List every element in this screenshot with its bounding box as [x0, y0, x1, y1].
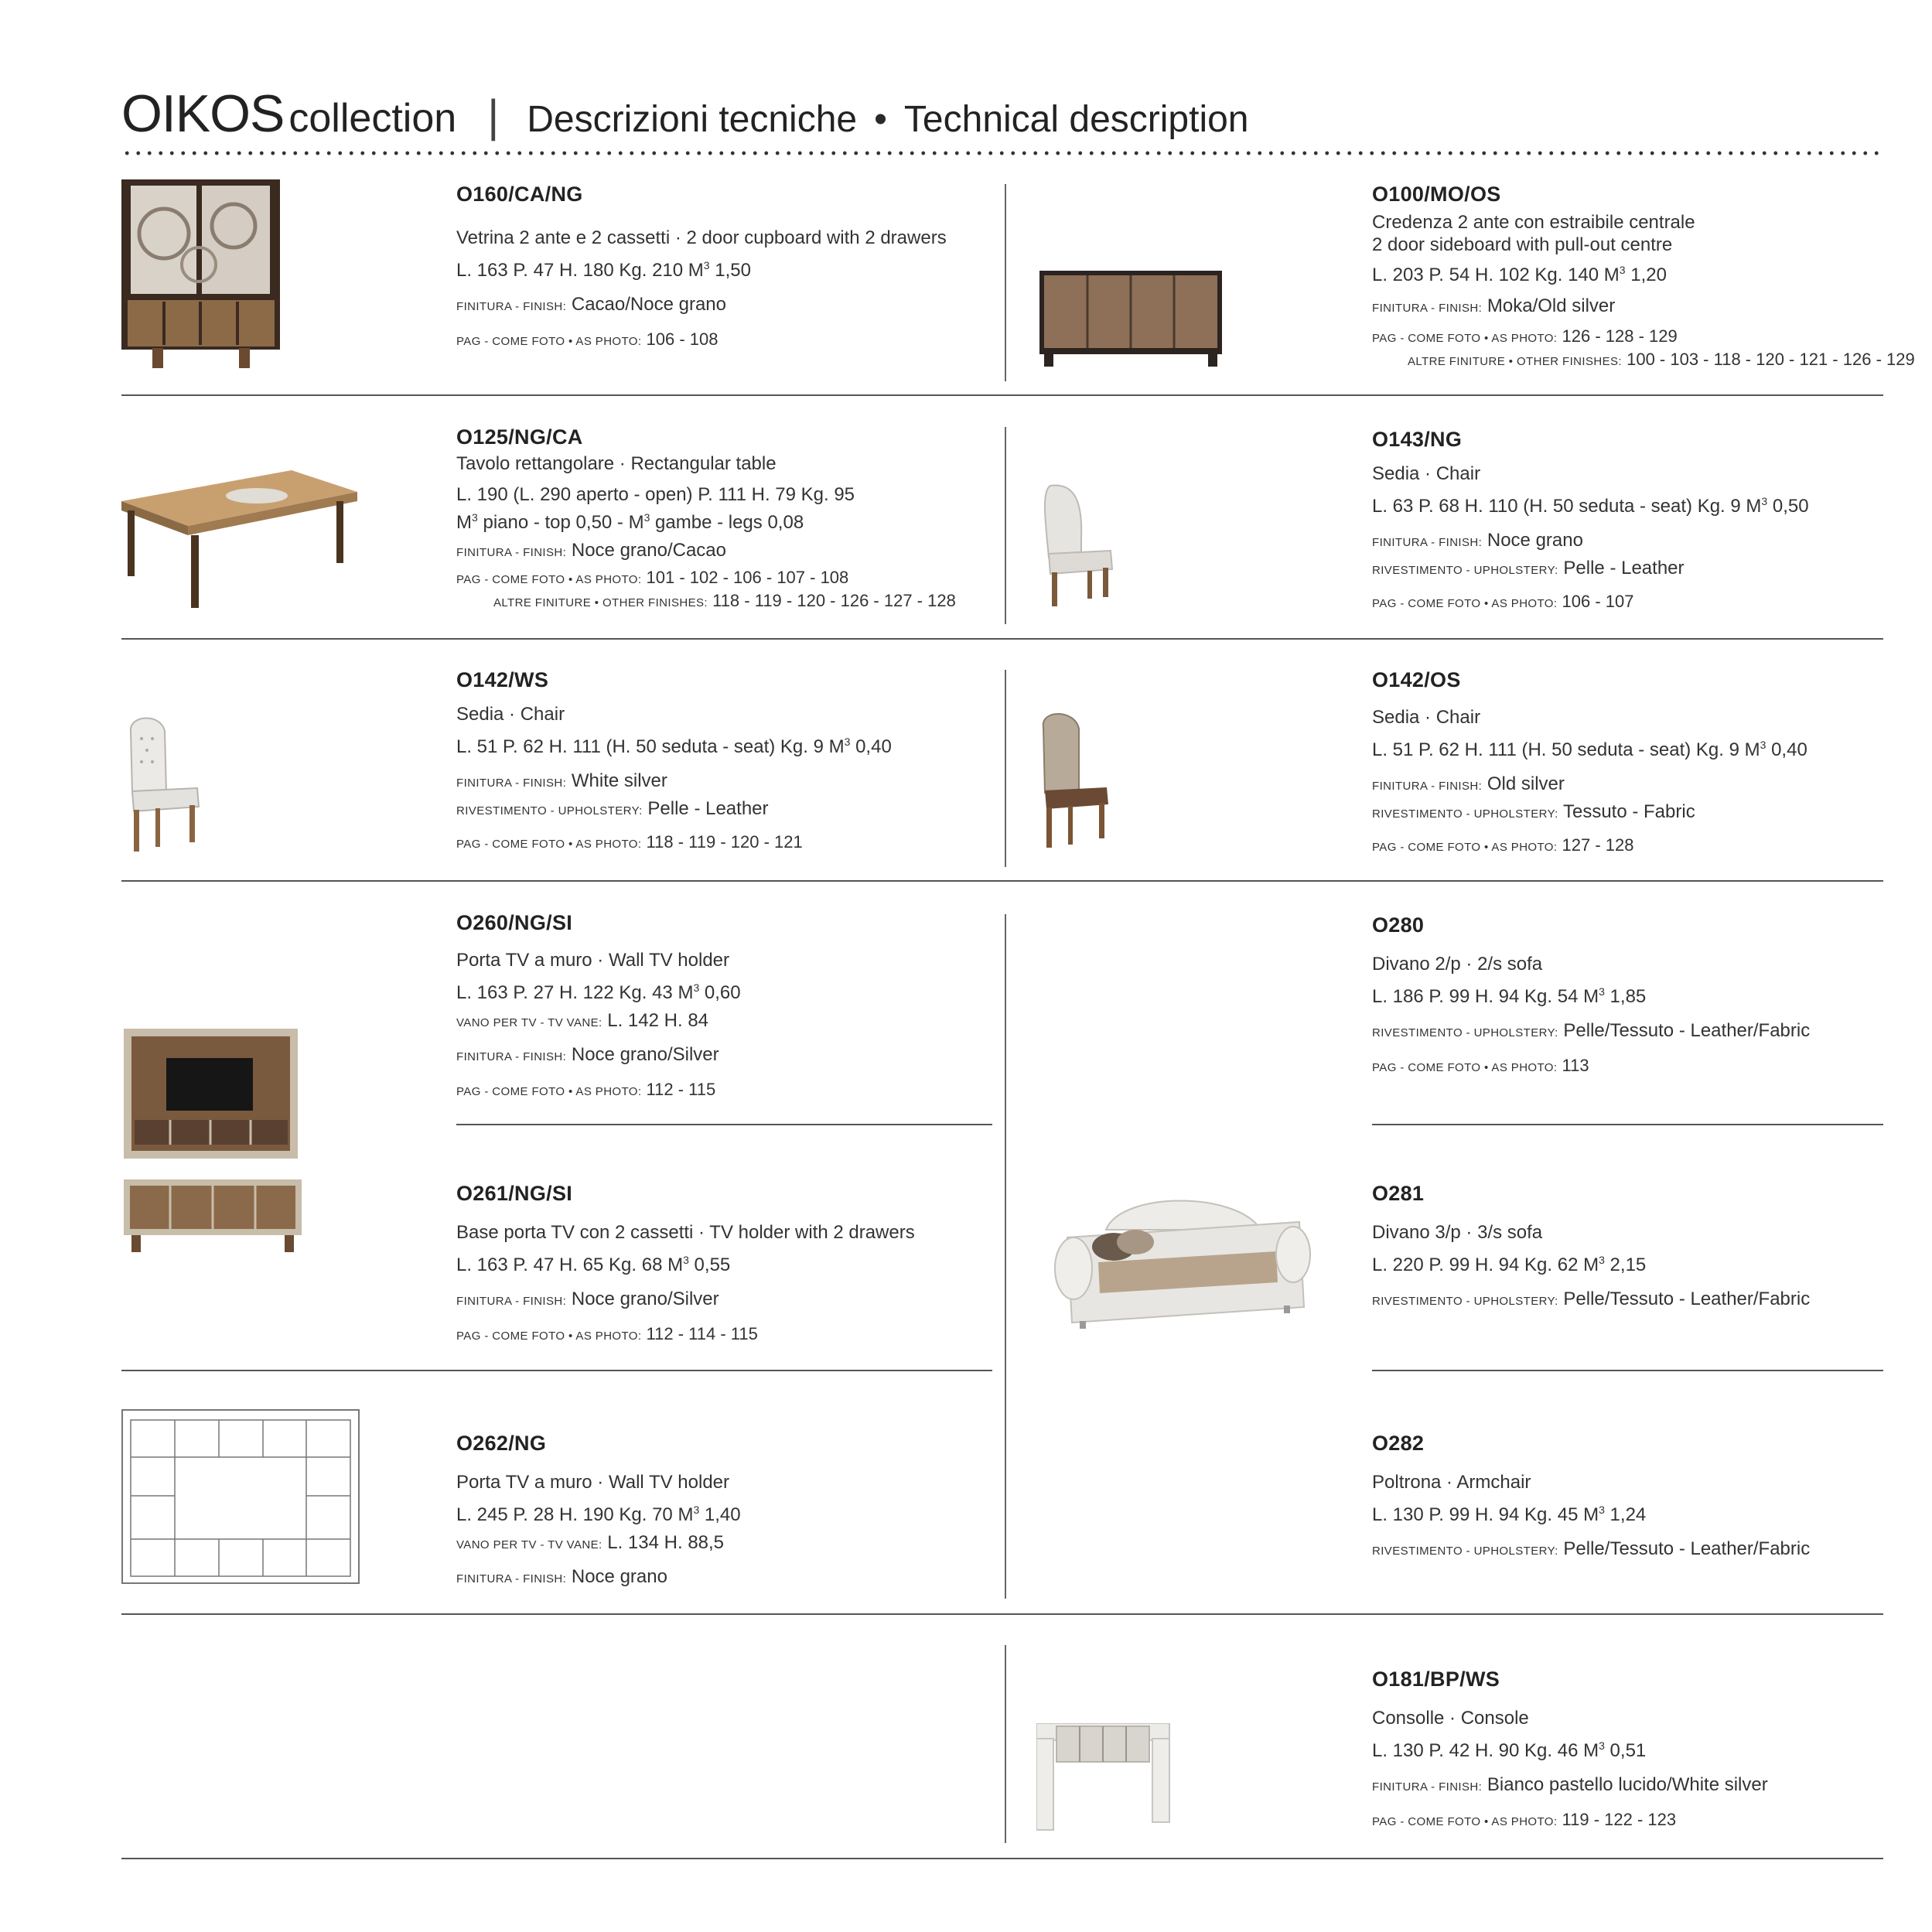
product-code: O261/NG/SI [456, 1182, 573, 1205]
product-dimensions [456, 738, 892, 756]
volume-value: 1,50 [709, 260, 751, 281]
product-code: O181/BP/WS [1372, 1667, 1500, 1691]
pages-value: 113 [1562, 1056, 1589, 1075]
product-dimensions: L. 190 (L. 290 aperto - open) P. 111 H. 79 Kg. 95 [456, 484, 855, 505]
product-finish [1372, 775, 1565, 794]
pages-label: PAG - COME FOTO • AS PHOTO: [1372, 332, 1558, 345]
console-image [1036, 1723, 1172, 1831]
product-description: Consolle · Console [1372, 1708, 1529, 1729]
product-other-finishes [1408, 351, 1915, 368]
title-bullet: • [874, 99, 887, 140]
pages-value: 112 - 114 - 115 [646, 1324, 758, 1343]
row-divider [121, 394, 1883, 396]
sideboard-image [1038, 271, 1224, 367]
cube-mark: 3 [472, 511, 478, 524]
product-description: Porta TV a muro · Wall TV holder [456, 950, 730, 971]
finish-label: FINITURA - FINISH: [456, 777, 567, 790]
finish-label: FINITURA - FINISH: [1372, 302, 1483, 315]
dotted-divider [121, 150, 1883, 156]
volume-top: piano - top 0,50 - M [477, 512, 644, 533]
pages-label: PAG - COME FOTO • AS PHOTO: [1372, 1061, 1558, 1074]
finish-value: Noce grano [1487, 530, 1583, 551]
volume-legs: gambe - legs 0,08 [650, 512, 804, 533]
product-code: O143/NG [1372, 428, 1463, 451]
finish-value: Noce grano/Silver [571, 1289, 719, 1309]
cube-mark: 3 [1599, 1254, 1605, 1266]
row-divider [121, 1370, 992, 1371]
product-description-en: 2 door sideboard with pull-out centre [1372, 234, 1673, 255]
upholstery-label: RIVESTIMENTO - UPHOLSTERY: [1372, 564, 1558, 577]
volume-value: 0,50 [1767, 496, 1809, 517]
product-upholstery [1372, 559, 1685, 578]
finish-label: FINITURA - FINISH: [456, 546, 567, 559]
finish-label: FINITURA - FINISH: [456, 1050, 567, 1063]
product-upholstery [456, 800, 769, 818]
product-finish [1372, 297, 1615, 316]
cube-mark: 3 [693, 1504, 700, 1516]
column-divider [1005, 184, 1006, 381]
product-description: Sedia · Chair [1372, 707, 1481, 728]
upholstery-label: RIVESTIMENTO - UPHOLSTERY: [1372, 1545, 1558, 1558]
product-code: O125/NG/CA [456, 425, 583, 449]
finish-value: Noce grano/Cacao [571, 540, 726, 561]
product-finish [456, 772, 667, 790]
product-dimensions [456, 261, 751, 280]
chair-white-image [1035, 484, 1120, 608]
other-finishes-value: 118 - 119 - 120 - 126 - 127 - 128 [712, 591, 956, 610]
page-header [121, 84, 1249, 144]
upholstery-label: RIVESTIMENTO - UPHOLSTERY: [1372, 807, 1558, 821]
pages-value: 106 - 107 [1562, 592, 1634, 611]
product-description: Divano 2/p · 2/s sofa [1372, 954, 1543, 975]
row-divider [121, 1613, 1883, 1615]
other-finishes-label: ALTRE FINITURE • OTHER FINISHES: [493, 596, 708, 609]
upholstery-value: Pelle/Tessuto - Leather/Fabric [1563, 1020, 1811, 1041]
volume-value: 0,40 [850, 736, 892, 757]
product-pages [456, 331, 719, 348]
row-divider [121, 1858, 1883, 1859]
finish-value: Cacao/Noce grano [571, 294, 726, 315]
row-divider [456, 1124, 992, 1125]
product-finish [456, 1568, 667, 1586]
product-code: O260/NG/SI [456, 911, 573, 934]
tv-niche-label: VANO PER TV - TV VANE: [456, 1538, 602, 1551]
finish-value: Moka/Old silver [1487, 295, 1616, 316]
upholstery-value: Pelle/Tessuto - Leather/Fabric [1563, 1538, 1811, 1559]
volume-value: 1,85 [1604, 986, 1647, 1007]
sofa-image [1052, 1191, 1315, 1330]
product-pages [1372, 837, 1634, 854]
product-pages [456, 834, 803, 851]
finish-label: FINITURA - FINISH: [1372, 536, 1483, 549]
cube-mark: 3 [1619, 264, 1626, 276]
product-dimensions [1372, 1506, 1646, 1524]
table-image [121, 470, 357, 609]
cube-mark: 3 [683, 1254, 689, 1266]
pages-label: PAG - COME FOTO • AS PHOTO: [1372, 1815, 1558, 1828]
row-divider [121, 638, 1883, 640]
wall-tv-holder-image [124, 1029, 298, 1160]
product-finish [1372, 531, 1583, 550]
dims-text: L. 186 P. 99 H. 94 Kg. 54 M [1372, 986, 1599, 1007]
dims-text: L. 63 P. 68 H. 110 (H. 50 seduta - seat) Kg. 9 M [1372, 496, 1762, 517]
product-other-finishes [493, 592, 956, 609]
product-pages [456, 1326, 758, 1343]
column-divider [1005, 914, 1006, 1599]
product-finish [1372, 1776, 1768, 1794]
finish-value: Old silver [1487, 773, 1565, 794]
title-italian: Descrizioni tecniche [527, 99, 858, 140]
pages-value: 101 - 102 - 106 - 107 - 108 [646, 568, 849, 587]
product-finish [456, 295, 726, 314]
product-dimensions [1372, 266, 1667, 285]
header-separator: | [487, 91, 500, 142]
dims-text: L. 130 P. 99 H. 94 Kg. 45 M [1372, 1504, 1599, 1525]
product-pages [1372, 1057, 1589, 1074]
other-finishes-value: 100 - 103 - 118 - 120 - 121 - 126 - 129 [1626, 350, 1915, 369]
dims-text: L. 130 P. 42 H. 90 Kg. 46 M [1372, 1740, 1599, 1761]
product-description: Sedia · Chair [1372, 463, 1481, 484]
product-code: O160/CA/NG [456, 183, 583, 206]
product-upholstery [1372, 803, 1695, 821]
brand-suffix: collection [288, 96, 457, 141]
product-dimensions [1372, 985, 1647, 1007]
pages-label: PAG - COME FOTO • AS PHOTO: [456, 838, 642, 851]
product-code: O100/MO/OS [1372, 183, 1501, 206]
volume-value: 1,20 [1625, 265, 1667, 285]
pages-label: PAG - COME FOTO • AS PHOTO: [456, 573, 642, 586]
pages-value: 127 - 128 [1562, 835, 1634, 855]
dims-text: L. 220 P. 99 H. 94 Kg. 62 M [1372, 1254, 1599, 1275]
pages-value: 119 - 122 - 123 [1562, 1810, 1677, 1829]
pages-value: 118 - 119 - 120 - 121 [646, 832, 803, 852]
product-finish [456, 1290, 719, 1309]
product-dimensions [1372, 1739, 1647, 1761]
cube-mark: 3 [703, 259, 710, 271]
product-code: O142/OS [1372, 668, 1461, 691]
tv-niche-value: L. 134 H. 88,5 [607, 1532, 725, 1553]
product-code: O262/NG [456, 1432, 547, 1455]
wall-unit-drawing [121, 1409, 360, 1584]
pages-label: PAG - COME FOTO • AS PHOTO: [456, 335, 642, 348]
finish-value: Noce grano/Silver [571, 1044, 719, 1065]
product-dimensions [1372, 1256, 1646, 1275]
product-dimensions [456, 981, 741, 1003]
product-dimensions [456, 1256, 730, 1275]
pages-value: 126 - 128 - 129 [1562, 326, 1678, 346]
volume-value: 0,40 [1766, 739, 1807, 760]
upholstery-label: RIVESTIMENTO - UPHOLSTERY: [456, 804, 643, 818]
cube-mark: 3 [1599, 1739, 1605, 1752]
dims-text: L. 51 P. 62 H. 111 (H. 50 seduta - seat) Kg. 9 M [1372, 739, 1760, 760]
row-divider [1372, 1370, 1883, 1371]
pages-label: PAG - COME FOTO • AS PHOTO: [456, 1330, 642, 1343]
upholstery-label: RIVESTIMENTO - UPHOLSTERY: [1372, 1295, 1558, 1308]
product-description-it: Credenza 2 ante con estraibile centrale [1372, 212, 1695, 233]
finish-label: FINITURA - FINISH: [456, 300, 567, 313]
product-finish [456, 1046, 719, 1064]
dims-text: L. 245 P. 28 H. 190 Kg. 70 M [456, 1504, 694, 1525]
volume-value: 0,55 [688, 1254, 731, 1275]
product-code: O281 [1372, 1182, 1425, 1205]
product-upholstery [1372, 1540, 1810, 1558]
row-divider [1372, 1124, 1883, 1125]
volume-value: 2,15 [1604, 1254, 1647, 1275]
upholstery-label: RIVESTIMENTO - UPHOLSTERY: [1372, 1026, 1558, 1039]
upholstery-value: Tessuto - Fabric [1562, 801, 1695, 822]
product-dimensions [456, 1506, 741, 1524]
pages-value: 106 - 108 [646, 329, 719, 349]
column-divider [1005, 427, 1006, 624]
dims-text: L. 51 P. 62 H. 111 (H. 50 seduta - seat) Kg. 9 M [456, 736, 845, 757]
upholstery-value: Pelle - Leather [647, 798, 769, 819]
product-description: Tavolo rettangolare · Rectangular table [456, 453, 777, 474]
tv-niche-label: VANO PER TV - TV VANE: [456, 1016, 602, 1029]
tv-niche-value: L. 142 H. 84 [607, 1010, 709, 1031]
product-tv-niche [456, 1534, 724, 1552]
product-pages [456, 1081, 715, 1098]
dims-text: L. 163 P. 47 H. 180 Kg. 210 M [456, 260, 704, 281]
cube-mark: 3 [693, 981, 700, 994]
cube-mark: 3 [844, 736, 851, 748]
volume-value: 1,24 [1604, 1504, 1647, 1525]
product-description: Divano 3/p · 3/s sofa [1372, 1222, 1543, 1243]
row-divider [121, 880, 1883, 882]
cube-mark: 3 [643, 511, 650, 524]
cube-mark: 3 [1761, 495, 1768, 507]
product-dimensions [1372, 741, 1807, 759]
finish-value: Bianco pastello lucido/White silver [1487, 1774, 1768, 1795]
product-pages [1372, 1811, 1676, 1828]
product-description: Poltrona · Armchair [1372, 1472, 1531, 1493]
cube-mark: 3 [1760, 739, 1766, 751]
product-code: O280 [1372, 913, 1425, 937]
product-tv-niche [456, 1012, 708, 1030]
column-divider [1005, 670, 1006, 867]
volume-m: M [456, 512, 472, 533]
column-divider [1005, 1645, 1006, 1843]
finish-label: FINITURA - FINISH: [1372, 780, 1483, 793]
product-upholstery [1372, 1290, 1810, 1309]
dims-text: L. 163 P. 47 H. 65 Kg. 68 M [456, 1254, 684, 1275]
volume-value: 1,40 [699, 1504, 741, 1525]
product-volume [456, 511, 804, 533]
volume-value: 0,60 [699, 982, 741, 1003]
cube-mark: 3 [1599, 1504, 1605, 1516]
product-description: Porta TV a muro · Wall TV holder [456, 1472, 730, 1493]
pages-label: PAG - COME FOTO • AS PHOTO: [1372, 597, 1558, 610]
pages-label: PAG - COME FOTO • AS PHOTO: [456, 1085, 642, 1098]
pages-value: 112 - 115 [646, 1080, 716, 1099]
tv-base-image [124, 1179, 302, 1253]
product-code: O142/WS [456, 668, 549, 691]
cube-mark: 3 [1599, 985, 1605, 998]
other-finishes-label: ALTRE FINITURE • OTHER FINISHES: [1408, 355, 1622, 368]
finish-label: FINITURA - FINISH: [1372, 1780, 1483, 1794]
brand-name: OIKOS [121, 84, 285, 143]
product-finish [456, 541, 726, 560]
finish-label: FINITURA - FINISH: [456, 1572, 567, 1586]
upholstery-value: Pelle - Leather [1563, 558, 1685, 579]
product-dimensions [1372, 497, 1809, 516]
finish-value: White silver [571, 770, 667, 791]
finish-value: Noce grano [571, 1566, 667, 1587]
product-upholstery [1372, 1022, 1810, 1040]
product-code: O282 [1372, 1432, 1425, 1455]
product-description: Vetrina 2 ante e 2 cassetti · 2 door cupboard with 2 drawers [456, 227, 947, 248]
finish-label: FINITURA - FINISH: [456, 1295, 567, 1308]
product-pages [1372, 328, 1678, 345]
vetrina-image [121, 179, 280, 369]
product-pages [456, 569, 848, 586]
product-description: Base porta TV con 2 cassetti · TV holder with 2 drawers [456, 1222, 915, 1243]
title-english: Technical description [903, 99, 1249, 140]
chair-tufted-image [121, 715, 207, 855]
product-description: Sedia · Chair [456, 704, 565, 725]
dims-text: L. 203 P. 54 H. 102 Kg. 140 M [1372, 265, 1620, 285]
product-pages [1372, 593, 1634, 610]
upholstery-value: Pelle/Tessuto - Leather/Fabric [1563, 1289, 1811, 1309]
chair-fabric-image [1033, 712, 1118, 851]
pages-label: PAG - COME FOTO • AS PHOTO: [1372, 841, 1558, 854]
volume-value: 0,51 [1604, 1740, 1647, 1761]
dims-text: L. 163 P. 27 H. 122 Kg. 43 M [456, 982, 694, 1003]
